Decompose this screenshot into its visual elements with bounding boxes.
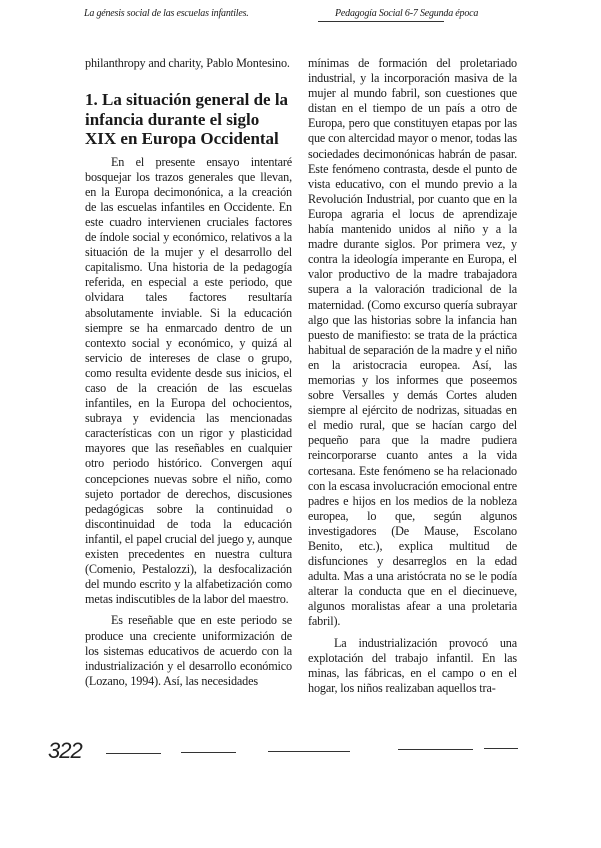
right-column <box>308 56 517 696</box>
left-column <box>85 56 292 689</box>
footer-rule <box>106 753 161 754</box>
footer-rule <box>398 749 473 750</box>
footer-rule <box>484 748 518 749</box>
page-number: 322 <box>48 738 82 763</box>
body-paragraph: mínimas de formación del proletariado industrial, y la incorporación masiva de la mujer al mundo fabril, son cuestiones que distan en el tiempo de un país a otro de Europa, pero que constituyen etapas por las que con altercidad mayor o menor, todas las sociedades decimonónicas habrán de pasar. Este fenómeno contrasta, desde el punto de vista educativo, con el mundo previo a la Revolución Industrial, por cuanto que en la Europa agraria el locus de aprendizaje había mantenido unidos al niño y a la madre durante siglos. Por primera vez, y contra la ideología imperante en Europa, el valor productivo de la madre trabajadora supera a la valoración tradicional de la maternidad. (Como excurso quería subrayar algo que las historias sobre la infancia han puesto de manifiesto: se trata de la práctica habitual de separación de la madre y el niño en la aristocracia europea. Así, las memorias y los informes que poseemos sobre Versalles y demás Cortes aluden siempre al ejército de nodrizas, situadas en el medio rural, que se hacían cargo del pequeño para que la madre pudiera reincorporarse cuanto antes a la vida cortesana. Este fenómeno se ha relacionado con la escasa involucración emocional entre padres e hijos en los medios de la nobleza europea, lo que, según algunos investigadores (De Mause, Escolano Benito, etc.), explica multitud de disfunciones y desarreglos en la edad adulta. Mas a una aristócrata no se le podía alterar la conducta que en el diecinueve, algunos moralistas afear a una proletaria fabril). <box>308 56 517 629</box>
footer-rule <box>181 752 236 753</box>
body-paragraph: La industrialización provocó una explotación del trabajo infantil. En las minas, las fábricas, en el campo o en el hogar, los niños realizaban aquellos tra- <box>308 635 517 695</box>
header-rule <box>318 21 444 22</box>
body-paragraph: En el presente ensayo intentaré bosquejar los trazos generales que llevan, en la Europa decimonónica, a la creación de las escuelas infantiles en Occidente. En este cuadro intervienen cruciales factores de índole social y económico, relativos a la situación de la mujer y el desarrollo del capitalismo. Una historia de la pedagogía referida, en especial a este periodo, que olvidara tales factores resultaría absolutamente inviable. Si la educación siempre se ha enmarcado dentro de un contexto social y económico, y quizá al servicio de intereses de clase o grupo, como resulta evidente desde sus inicios, el caso de la creación de las escuelas infantiles, en la Europa del ochocientos, subraya y evidencia las mencionadas características con un rigor y plasticidad mayores que las reseñables en cualquier otro periodo histórico. Convergen aquí concepciones nuevas sobre el niño, como sujeto portador de derechos, discusiones pedagógicas sobre la continuidad o discontinuidad de toda la educación infantil, el papel crucial del juego y, aunque existen precedentes en nuestra cultura (Comenio, Pestalozzi), la desfocalización del mundo escrito y la alfabetización como metas indiscutibles de la labor del maestro. <box>85 154 292 607</box>
continuation-text: philanthropy and charity, Pablo Montesino. <box>85 56 290 70</box>
footer-rule <box>268 751 350 752</box>
running-header-right: Pedagogía Social 6-7 Segunda época <box>335 8 479 19</box>
section-title: 1. La situación general de la infancia durante el siglo XIX en Europa Occidental <box>85 90 289 149</box>
body-paragraph: Es reseñable que en este periodo se produce una creciente uniformización de los sistemas educativos de acuerdo con la industrialización y el desarrollo económico (Lozano, 1994). Así, las necesidades <box>85 613 292 688</box>
running-header-left: La génesis social de las escuelas infantiles. <box>84 8 249 19</box>
